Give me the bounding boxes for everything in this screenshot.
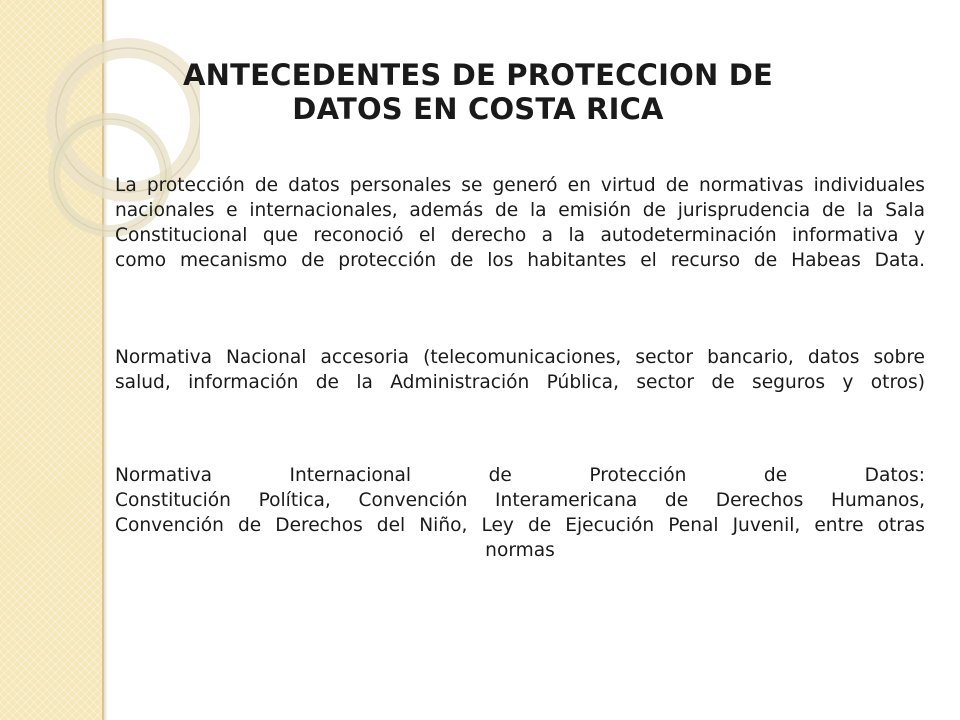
p1-line-2: nacionales e internacionales, además de la emisión de jurisprudencia de la Sala <box>115 200 925 221</box>
p3-line-2: Constitución Política, Convención Interamericana de Derechos Humanos, <box>115 490 925 511</box>
title-line-2: DATOS EN COSTA RICA <box>292 92 664 126</box>
p1-line-4: como mecanismo de protección de los habitantes el recurso de Habeas Data. <box>115 250 925 271</box>
p3-line-3: Convención de Derechos del Niño, Ley de Ejecución Penal Juvenil, entre otras <box>115 515 925 536</box>
p1-line-1: La protección de datos personales se generó en virtud de normativas individuales <box>115 175 925 196</box>
paragraph-normativa-nacional <box>115 345 925 395</box>
title-line-1: ANTECEDENTES DE PROTECCION DE <box>183 58 773 92</box>
slide-title <box>118 58 838 126</box>
p3-line-1: Normativa Internacional de Protección de Datos: <box>115 465 925 486</box>
paragraph-normativa-internacional <box>115 463 925 563</box>
p3-line-4: normas <box>485 540 555 561</box>
p1-line-3: Constitucional que reconoció el derecho a la autodeterminación informativa y <box>115 225 925 246</box>
p2-line-1: Normativa Nacional accesoria (telecomunicaciones, sector bancario, datos sobre <box>115 347 925 368</box>
p2-line-2: salud, información de la Administración Pública, sector de seguros y otros) <box>115 372 925 393</box>
paragraph-antecedentes <box>115 173 925 273</box>
